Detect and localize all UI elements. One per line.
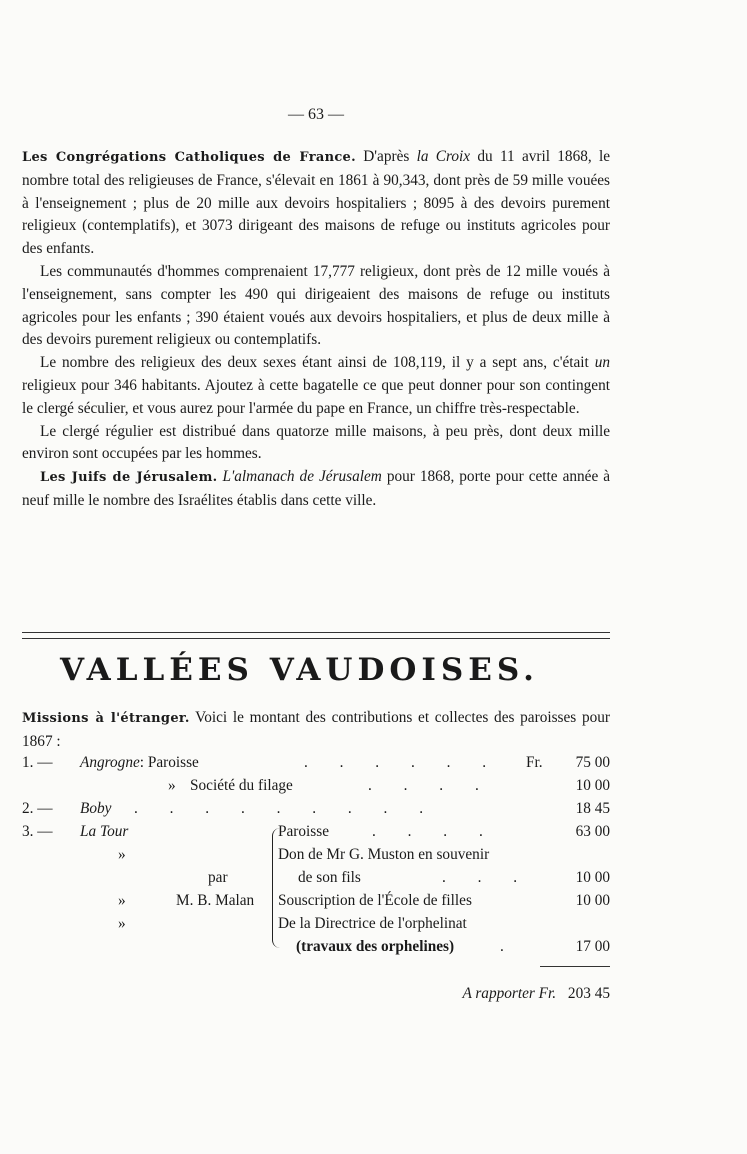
text: religieux pour 346 habitants. Ajoutez à cette bagatelle ce que peut donner pour son contingent le clergé séculier, et vous aurez pour l'armée du pape en France, un chiffre très-respectable. <box>22 376 610 417</box>
row-description: : Paroisse <box>139 754 199 771</box>
source-name: la Croix <box>416 148 471 165</box>
text: du 11 avril 1868, le nombre total des religieuses de France, s'élevait en 1861 à 90,343, dont près de 59 mille vouées à l'enseignement ; plus de 20 mille aux devoirs hospitaliers ; 8095 à des devoirs purement religieux (contemplatifs), et 3073 dirigeant des maisons de refuge ou instituts agricoles pour des enfants. <box>22 148 611 258</box>
article-body <box>22 146 610 513</box>
row-description: Don de Mr G. Muston en souvenir <box>278 846 490 863</box>
amount: 63 00 <box>575 823 610 840</box>
total-label: A rapporter Fr. <box>462 985 557 1002</box>
paragraph-communautes: Les communautés d'hommes comprenaient 17,777 religieux, dont près de 12 mille voués à l'enseignement, sans compter les 490 qui dirigeaient des maisons de refuge ou instituts agricoles pour les enfants ; 390 étaient voués aux devoirs hospitaliers, et plus de deux mille à des devoirs purement religieux ou contemplatifs. <box>22 262 610 349</box>
parish-name: Boby <box>80 800 112 817</box>
row-description: De la Directrice de l'orphelinat <box>278 915 467 932</box>
contribution-row <box>22 846 610 869</box>
sum-rule <box>540 966 610 967</box>
row-description: Paroisse <box>278 823 329 840</box>
amount: 10 00 <box>575 892 610 909</box>
row-description: Souscription de l'École de filles <box>278 892 472 909</box>
text: Le nombre des religieux des deux sexes étant ainsi de 108,119, il y a sept ans, c'était <box>40 354 595 372</box>
carry-forward-total <box>462 985 610 1003</box>
contribution-row <box>22 915 610 938</box>
row-description: Société du filage <box>190 777 293 794</box>
leader-dots: . . . <box>442 869 532 886</box>
row-number: 3. — <box>22 823 53 840</box>
ditto-mark: » <box>118 915 126 932</box>
side-label: M. B. Malan <box>176 892 255 909</box>
paragraph-nombre <box>22 352 610 420</box>
row-description: (travaux des orphelines) <box>296 938 455 955</box>
ditto-mark: » <box>118 892 126 909</box>
ditto-mark: » <box>168 777 176 794</box>
runin-heading: Les Juifs de Jérusalem. <box>40 470 218 486</box>
contribution-row <box>22 754 610 777</box>
leader-dots: . . . . . . . . . <box>134 800 438 817</box>
amount: 18 45 <box>575 800 610 817</box>
parish-name: La Tour <box>80 823 129 840</box>
amount: 75 00 <box>575 754 610 771</box>
runin-heading: Missions à l'étranger. <box>22 711 190 726</box>
parish-name: Angrogne <box>80 754 140 771</box>
text: D'après <box>355 148 417 165</box>
page-number: — 63 — <box>288 106 344 123</box>
contribution-row <box>22 869 610 892</box>
currency: Fr. <box>526 754 543 771</box>
amount: 10 00 <box>575 869 610 886</box>
paragraph-congregations <box>22 146 610 261</box>
total-amount: 203 45 <box>567 985 610 1002</box>
text: Voici le montant des contributions et collectes des paroisses pour 1867 : <box>22 709 610 750</box>
contribution-row <box>22 892 610 915</box>
contribution-row <box>22 800 610 823</box>
leader-dots: . . . . . . <box>304 754 501 771</box>
ditto-mark: » <box>118 846 126 863</box>
paragraph-clerge: Le clergé régulier est distribué dans quatorze mille maisons, à peu près, dont deux mille environ sont occupées par les hommes. <box>22 422 610 463</box>
section-divider <box>22 632 610 639</box>
leader-dots: . . . . <box>368 777 493 794</box>
contribution-row <box>22 777 610 800</box>
contribution-row <box>22 938 610 961</box>
section-heading: VALLÉES VAUDOISES. <box>60 652 539 688</box>
row-number: 2. — <box>22 800 53 817</box>
row-description: de son fils <box>298 869 361 886</box>
side-label: par <box>208 869 228 886</box>
amount: 17 00 <box>575 938 610 955</box>
missions-intro <box>22 707 610 754</box>
runin-heading: Les Congrégations Catholiques de France. <box>22 150 356 165</box>
contribution-row <box>22 823 610 846</box>
row-number: 1. — <box>22 754 53 771</box>
emphasis: un <box>594 354 610 372</box>
paragraph-juifs <box>22 466 610 513</box>
leader-dots: . <box>500 938 504 955</box>
almanach-title: L'almanach de Jérusalem <box>222 468 382 486</box>
amount: 10 00 <box>575 777 610 794</box>
leader-dots: . . . . <box>372 823 497 840</box>
text: pour 1868, porte pour cette année à neuf mille le nombre des Israélites établis dans cette ville. <box>22 468 611 509</box>
